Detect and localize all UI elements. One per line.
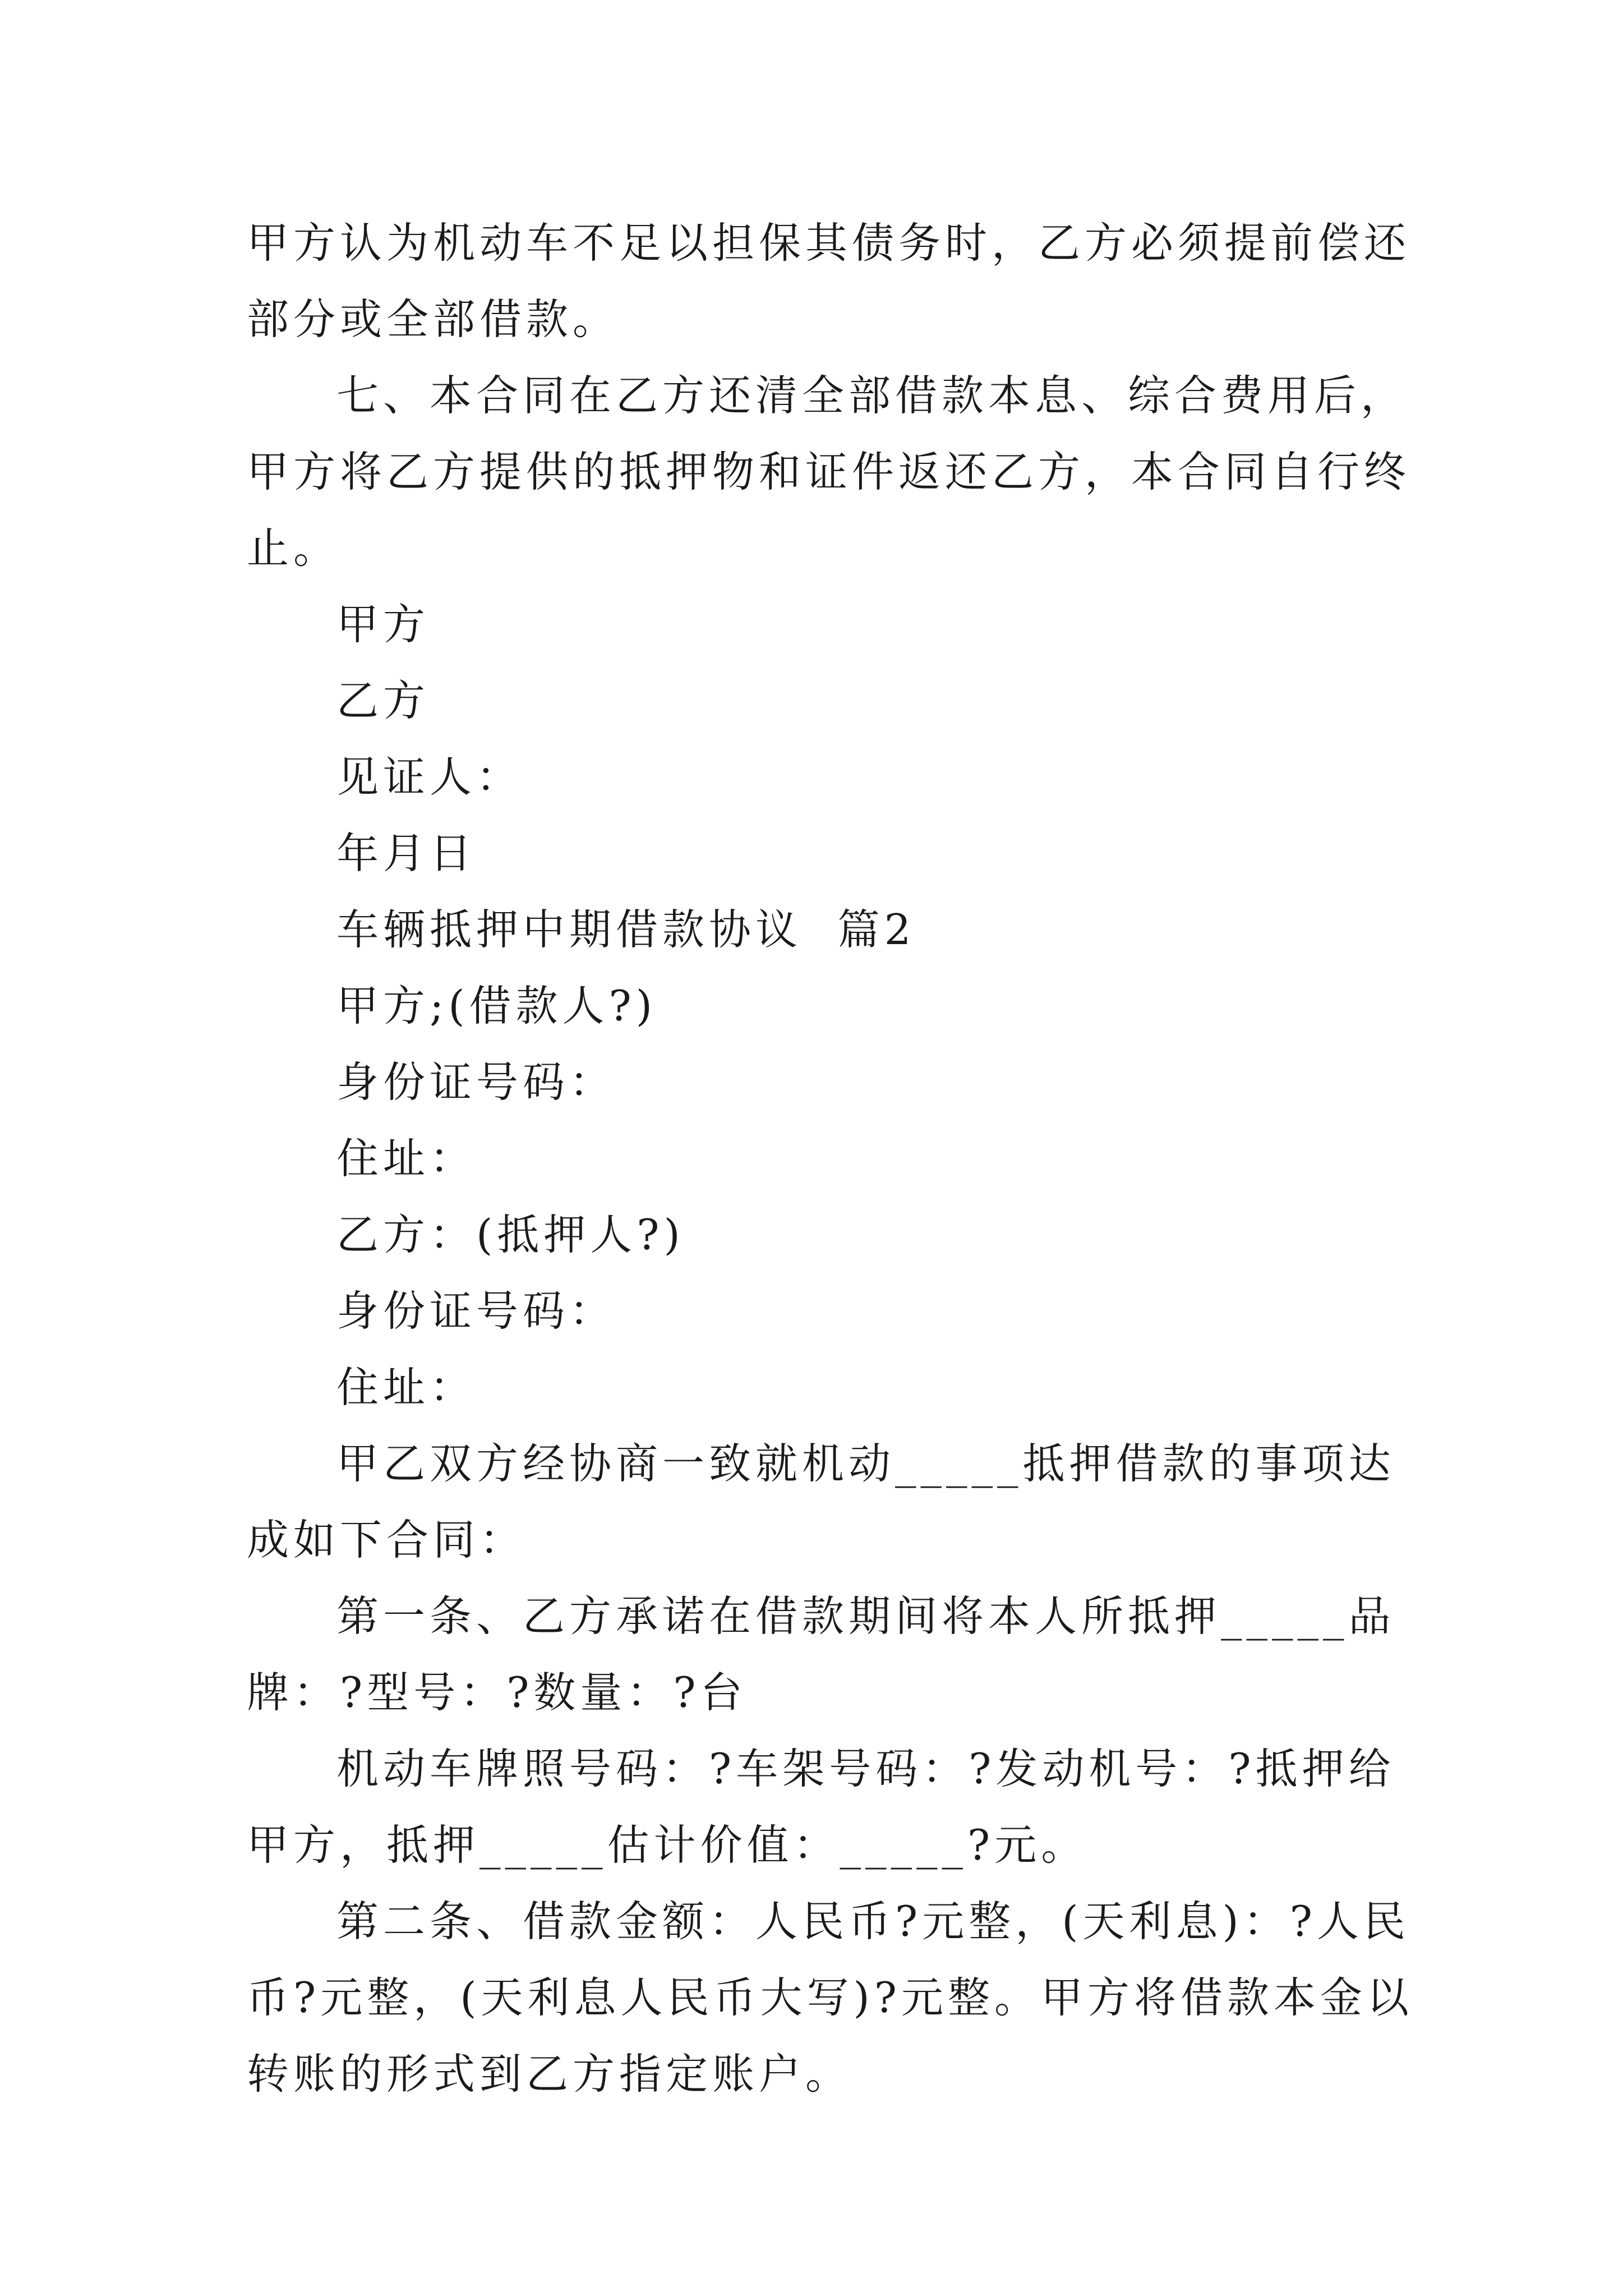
party-b-label: 乙方：(抵押人?): [336, 1210, 685, 1259]
document-body: [247, 205, 1424, 2112]
paragraph-guarantee-clause: 甲方认为机动车不足以担保其债务时，乙方必须提前偿还部分或全部借款。: [247, 218, 1411, 344]
party-a-id-number: 身份证号码：: [336, 1057, 616, 1107]
signature-party-a: 甲方: [336, 600, 430, 649]
party-b-address: 住址：: [336, 1363, 477, 1412]
paragraph-agreement-intro: 甲乙双方经协商一致就机动_____抵押借款的事项达成如下合同：: [247, 1439, 1395, 1565]
section-title: 车辆抵押中期借款协议 篇2: [336, 905, 916, 954]
party-a-address: 住址：: [336, 1134, 477, 1183]
signature-witness: 见证人：: [336, 752, 523, 802]
paragraph-article-two: 第二条、借款金额：人民币?元整，(天利息)：?人民币?元整，(天利息人民币大写)?元整。甲方将借款本金以转账的形式到乙方指定账户。: [247, 1897, 1413, 2099]
signature-party-b: 乙方: [336, 676, 430, 725]
party-a-label: 甲方;(借款人?): [336, 981, 657, 1030]
signature-date: 年月日: [336, 829, 477, 878]
paragraph-article-seven: 七、本合同在乙方还清全部借款本息、综合费用后，甲方将乙方提供的抵押物和证件返还乙方，本合同自行终止。: [247, 371, 1411, 573]
party-b-id-number: 身份证号码：: [336, 1286, 616, 1336]
paragraph-vehicle-details: 机动车牌照号码：?车架号码：?发动机号：?抵押给甲方，抵押_____估计价值：_____?元。: [247, 1744, 1395, 1870]
paragraph-article-one: 第一条、乙方承诺在借款期间将本人所抵押_____品牌：?型号：?数量：?台: [247, 1591, 1395, 1717]
